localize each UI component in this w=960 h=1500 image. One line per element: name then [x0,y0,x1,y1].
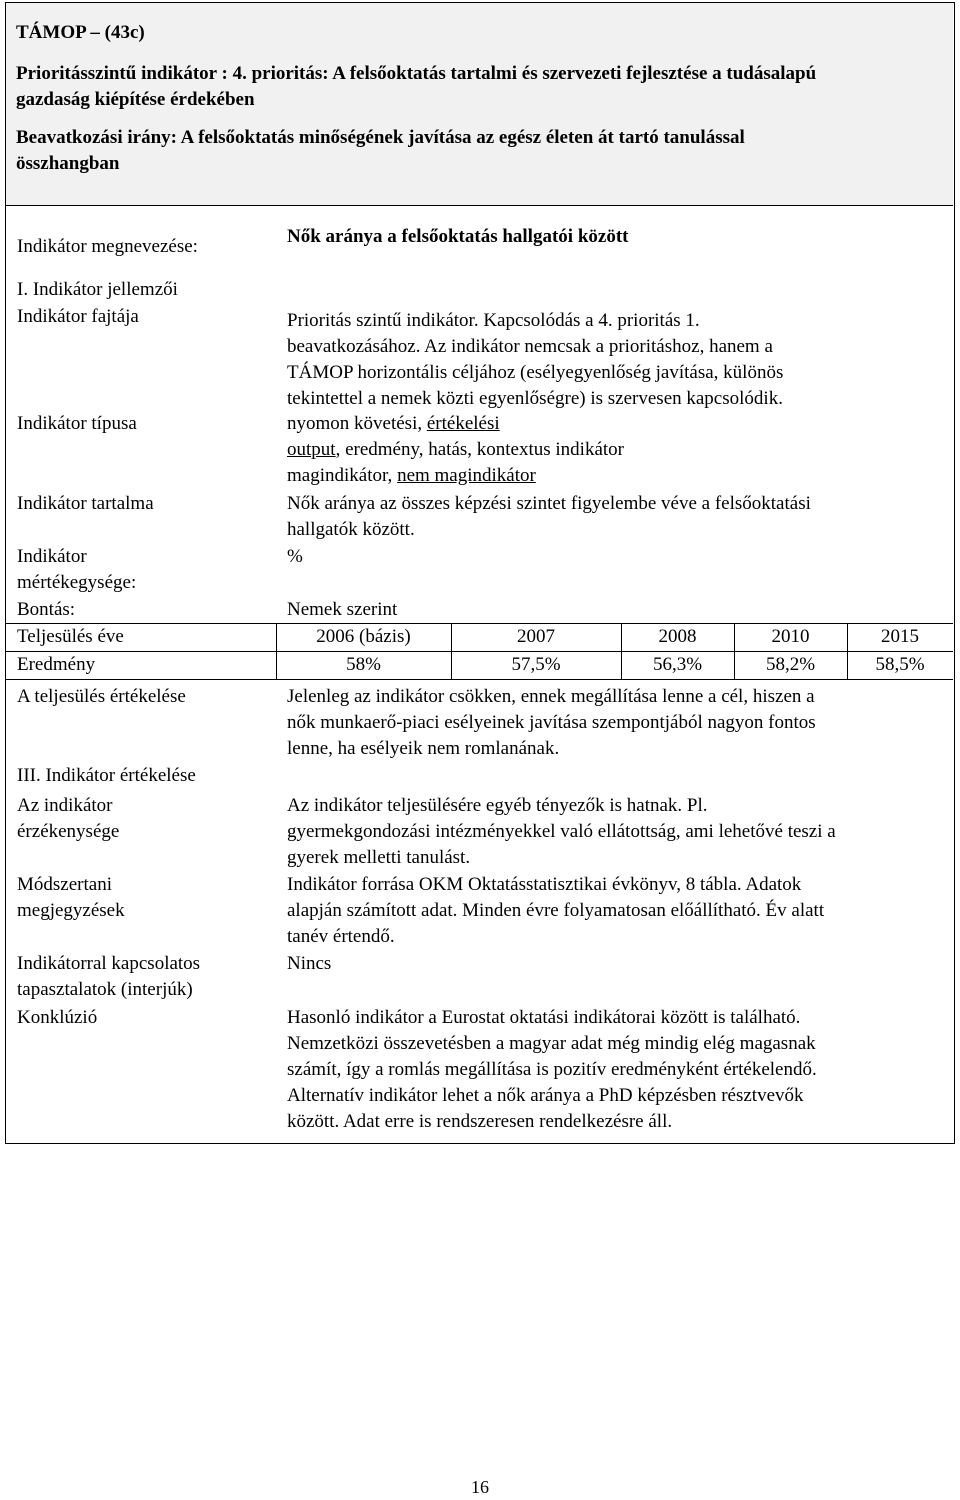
method-line-2: alapján számított adat. Minden évre folyamatosan előállítható. Év alatt [287,900,825,921]
section-1-title: I. Indikátor jellemzői [17,279,178,300]
type-line-3 [287,463,927,489]
method-line-3: tanév értendő. [287,926,395,947]
direction-line-1: Beavatkozási irány: A felsőoktatás minőségének javítása az egész életen át tartó tanulással [16,127,745,148]
results-table [6,623,953,679]
type-output: output [287,439,336,460]
conclusion-line-1: Hasonló indikátor a Eurostat oktatási indikátorai között is található. [287,1007,801,1028]
type-line-2 [287,437,927,463]
type-rest: , eredmény, hatás, kontextus indikátor [335,439,625,460]
conclusion-line-5: között. Adat erre is rendszeresen rendelkezésre áll. [287,1111,673,1132]
content-line-2: hallgatók között. [287,519,415,540]
breakdown-label: Bontás: [17,599,76,620]
kind-line-1: Prioritás szintű indikátor. Kapcsolódás a 4. prioritás 1. [287,310,700,331]
kind-line-4: tekintettel a nemek közti egyenlőségre) is szervesen kapcsolódik. [287,388,783,409]
sensitivity-line-2: gyermekgondozási intézményekkel való ellátottság, ami lehetővé teszi a [287,821,836,842]
unit-value: % [287,546,303,567]
direction-line-2: összhangban [16,153,120,174]
kind-label: Indikátor fajtája [17,306,139,327]
kind-line-2: beavatkozásához. Az indikátor nemcsak a prioritáshoz, hanem a [287,336,773,357]
breakdown-value: Nemek szerint [287,599,398,620]
type-label: Indikátor típusa [17,413,137,434]
conclusion-line-4: Alternatív indikátor lehet a nők aránya a PhD képzésben résztvevők [287,1085,804,1106]
evaluation-label: A teljesülés értékelése [17,686,186,707]
kind-line-3: TÁMOP horizontális céljához (esélyegyenlőség javítása, különös [287,362,784,383]
value-cell: 58,2% [765,654,816,675]
header-panel [6,3,953,206]
value-cell: 58,5% [875,654,925,675]
method-label-2: megjegyzések [17,900,125,921]
type-core: magindikátor, [287,465,398,486]
sensitivity-line-3: gyerek melletti tanulást. [287,847,471,868]
priority-line-1: Prioritásszintű indikátor : 4. prioritás: A felsőoktatás tartalmi és szervezeti fejlesztése a tudásalapú [16,63,817,84]
evaluation-line-3: lenne, ha esélyeik nem romlanának. [287,738,560,759]
method-line-1: Indikátor forrása OKM Oktatásstatisztikai évkönyv, 8 tábla. Adatok [287,874,802,895]
year-cell: 2007 [517,626,555,647]
priority-line-2: gazdaság kiépítése érdekében [16,89,255,110]
type-non-core: nem magindikátor [397,465,536,486]
page-number: 16 [471,1477,489,1497]
experience-label-2: tapasztalatok (interjúk) [17,979,193,1000]
conclusion-line-3: számít, így a romlás megállítása is pozitív eredményként értékelendő. [287,1059,817,1080]
section-3-title: III. Indikátor értékelése [17,765,196,786]
value-cell: 57,5% [511,654,561,675]
experience-value: Nincs [287,953,332,974]
conclusion-label: Konklúzió [17,1007,98,1028]
year-cell: 2006 (bázis) [316,626,411,647]
year-label: Teljesülés éve [17,626,124,647]
value-cell: 58% [346,654,381,675]
type-evaluation: értékelési [426,413,500,434]
unit-label-1: Indikátor [17,546,87,567]
value-cell: 56,3% [652,654,703,675]
year-cell: 2010 [771,626,810,647]
year-cell: 2015 [881,626,919,647]
program-title: TÁMOP – (43c) [16,22,145,43]
year-cell: 2008 [658,626,697,647]
name-value: Nők aránya a felsőoktatás hallgatói között [287,226,629,247]
unit-label-2: mértékegysége: [17,572,137,593]
method-label-1: Módszertani [17,874,112,895]
conclusion-line-2: Nemzetközi összevetésben a magyar adat még mindig elég magasnak [287,1033,816,1054]
name-label: Indikátor megnevezése: [17,236,198,257]
experience-label-1: Indikátorral kapcsolatos [17,953,201,974]
result-label: Eredmény [17,654,96,675]
evaluation-line-1: Jelenleg az indikátor csökken, ennek megállítása lenne a cél, hiszen a [287,686,815,707]
sensitivity-line-1: Az indikátor teljesülésére egyéb tényezők is hatnak. Pl. [287,795,708,816]
indicator-sheet [5,2,955,1144]
content-line-1: Nők aránya az összes képzési szintet figyelembe véve a felsőoktatási [287,493,811,514]
content-label: Indikátor tartalma [17,493,154,514]
sensitivity-label-2: érzékenysége [17,821,120,842]
type-line-1 [287,411,927,437]
type-monitoring: nyomon követési, [287,413,427,434]
sensitivity-label-1: Az indikátor [17,795,113,816]
evaluation-line-2: nők munkaerő-piaci esélyeinek javítása szempontjából nagyon fontos [287,712,816,733]
